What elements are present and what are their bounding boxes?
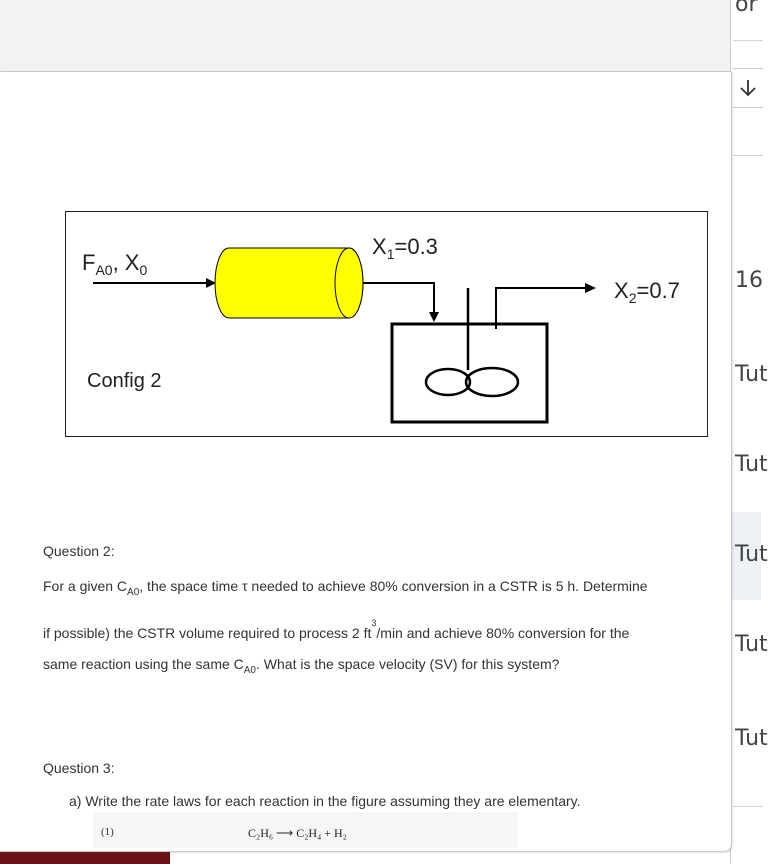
question2-line3: same reaction using the same $C_{A0}$. What is the space velocity (SV) for this system?	[43, 656, 560, 676]
feed-arrowhead	[206, 278, 216, 288]
sidebar-number: 16	[735, 268, 763, 293]
sidebar-divider	[733, 806, 763, 807]
sidebar-item[interactable]: Tut	[735, 362, 768, 387]
sidebar-item[interactable]: Tut	[735, 726, 768, 751]
impeller-left	[426, 369, 470, 395]
download-button[interactable]	[733, 68, 763, 108]
reactor-diagram	[65, 211, 708, 437]
reaction-row	[93, 812, 518, 848]
top-bar	[0, 0, 730, 72]
question-card	[0, 72, 732, 852]
reaction-equation: C₂H₆ ⟶ C₂H₄ + H₂	[248, 826, 347, 840]
bottom-accent-bar	[0, 852, 170, 864]
pfr-outlet-pipe	[363, 283, 434, 314]
question3-item-a: a) Write the rate laws for each reaction in the figure assuming they are elementary.	[69, 793, 581, 809]
question2-line2: if possible) the CSTR volume required to process 2 $ft^3/\min$ and achieve 80% conversion for the	[43, 618, 630, 641]
cstr-tank	[392, 324, 547, 422]
sidebar-item[interactable]: Tut	[735, 542, 768, 567]
sidebar-item[interactable]: Tut	[735, 452, 768, 477]
config-label: Config 2	[87, 370, 162, 392]
question3-title: Question 3:	[43, 760, 115, 776]
x2-label: $X_2=0.7$	[614, 278, 680, 306]
impeller-right	[466, 368, 518, 396]
pfr-reactor	[215, 248, 363, 318]
right-sidebar	[730, 0, 768, 864]
x1-label: $X_1=0.3$	[372, 234, 438, 262]
sidebar-divider	[733, 40, 763, 41]
reaction-number: (1)	[101, 826, 114, 838]
question2-title: Question 2:	[43, 543, 115, 559]
arrow-down-icon	[737, 77, 759, 99]
feed-label: $F_{A0}$, $X_0$	[82, 250, 148, 278]
sidebar-divider	[733, 155, 763, 156]
question2-line1: For a given $C_{A0}$, the space time τ needed to achieve 80% conversion in a CSTR is 5 h. Determine	[43, 578, 648, 598]
sidebar-top-text: or	[735, 0, 758, 17]
sidebar-item[interactable]: Tut	[735, 632, 768, 657]
